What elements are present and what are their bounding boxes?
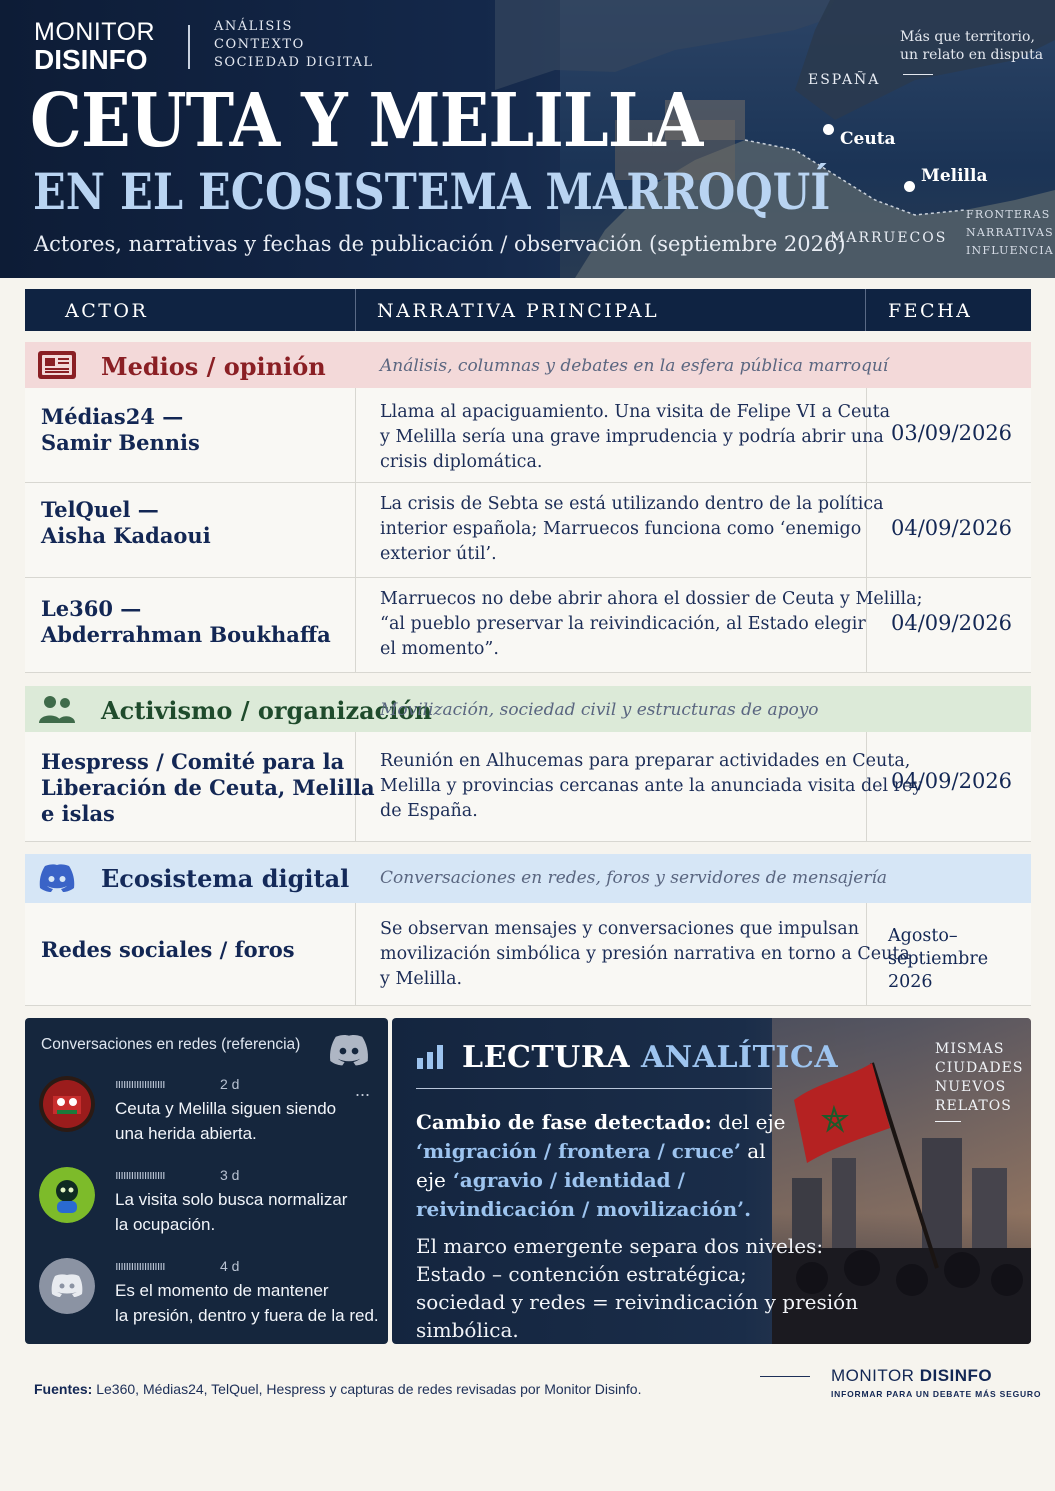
analysis-tag: MISMAS [935, 1041, 1005, 1057]
frame-line: sociedad y redes = reivindicación y presión simbólica. [416, 1290, 859, 1342]
narrative-line: de España. [380, 801, 478, 821]
actor-cell [41, 497, 211, 549]
username: ııııııııııııııııııı [115, 1076, 165, 1091]
side-tag: FRONTERAS [966, 208, 1051, 221]
brand-tag: CONTEXTO [214, 37, 305, 52]
header-banner [0, 0, 1055, 278]
category-name: Activismo / organización [101, 696, 432, 725]
narrative-cell [380, 917, 910, 992]
side-tag: NARRATIVAS [966, 226, 1054, 239]
date-cell: 04/09/2026 [891, 769, 1013, 793]
analysis-tag: CIUDADES [935, 1060, 1024, 1076]
actor-name: Aisha Kadaoui [41, 523, 211, 548]
brand-line1: MONITOR [34, 18, 156, 46]
narrative-line: interior española; Marruecos funciona como ‘enemigo [380, 519, 862, 539]
table-row [25, 578, 1031, 673]
category-description: Conversaciones en redes, foros y servidores de mensajería [380, 868, 888, 888]
actor-name: Le360 — [41, 596, 142, 621]
username: ııııııııııııııııııı [115, 1167, 165, 1182]
brand-line2: DISINFO [34, 44, 148, 75]
actor-name: Liberación de Ceuta, Melilla [41, 775, 375, 800]
finding-highlight: ‘agravio / identidad / reivindicación / movilización’. [416, 1168, 752, 1221]
message-age: 2 d [220, 1076, 240, 1092]
page-subtitle: Actores, narrativas y fechas de publicación / observación (septiembre 2026) [34, 232, 846, 256]
finding-highlight: ‘migración / frontera / cruce’ [416, 1139, 741, 1163]
username: ııııııııııııııııııı [115, 1258, 165, 1273]
conversations-panel [25, 1018, 388, 1344]
table-row [25, 732, 1031, 842]
col-divider [865, 289, 866, 331]
brand-tags [214, 18, 374, 72]
date-cell: 03/09/2026 [891, 421, 1013, 445]
footer-logo-name [831, 1366, 1041, 1386]
brand-tag: SOCIEDAD DIGITAL [214, 55, 374, 70]
category-digital [25, 854, 1031, 903]
footer-rule [760, 1376, 810, 1377]
actor-cell [41, 596, 331, 648]
people-icon [37, 693, 77, 725]
narrative-cell [380, 749, 922, 824]
finding-label: Cambio de fase detectado: [416, 1110, 712, 1134]
brand-divider [188, 25, 190, 69]
date-cell: 04/09/2026 [891, 516, 1013, 540]
ceuta-marker [823, 124, 834, 135]
category-description: Análisis, columnas y debates en la esfera pública marroquí [380, 356, 889, 376]
narrative-line: movilización simbólica y presión narrativa en torno a Ceuta [380, 944, 910, 964]
table-row [25, 483, 1031, 578]
narrative-cell [380, 492, 884, 567]
tags-rule [935, 1121, 961, 1122]
actor-name: Médias24 — [41, 404, 184, 429]
actor-name: TelQuel — [41, 497, 159, 522]
actor-name: Hespress / Comité para la [41, 749, 345, 774]
date-cell [888, 925, 1031, 994]
header-tagline [900, 28, 1043, 64]
analysis-tag: RELATOS [935, 1098, 1012, 1114]
narrative-line: crisis diplomática. [380, 452, 543, 472]
analysis-heading [462, 1040, 838, 1075]
col-header-date: FECHA [888, 300, 973, 322]
heading-rule [416, 1088, 772, 1089]
actor-name: e islas [41, 801, 115, 826]
date-line: septiembre 2026 [888, 949, 989, 992]
finding-text: del eje [711, 1110, 786, 1134]
message-line: Ceuta y Melilla siguen siendo [115, 1099, 337, 1118]
tagline-line: un relato en disputa [900, 47, 1044, 63]
brand-logo [34, 20, 155, 74]
category-activism [25, 686, 1031, 732]
col-divider [355, 903, 356, 1005]
page-title: CEUTA Y MELILLA [30, 78, 703, 164]
sources-text: Le360, Médias24, TelQuel, Hespress y capturas de redes revisadas por Monitor Disinfo. [92, 1381, 642, 1397]
finding-text: al eje [416, 1139, 766, 1192]
analysis-heading-word: ANALÍTICA [640, 1040, 839, 1075]
narrative-cell [380, 400, 890, 475]
footer-logo-tagline: INFORMAR PARA UN DEBATE MÁS SEGURO [831, 1389, 1042, 1399]
tagline-rule [903, 74, 933, 75]
tagline-line: Más que territorio, [900, 29, 1035, 45]
category-name: Ecosistema digital [101, 864, 350, 893]
avatar[interactable] [39, 1167, 95, 1223]
side-tag: INFLUENCIA [966, 244, 1054, 257]
col-divider [355, 578, 356, 672]
newspaper-icon [37, 349, 77, 381]
map-label-spain: ESPAÑA [808, 72, 881, 88]
category-description: Movilización, sociedad civil y estructuras de apoyo [380, 700, 819, 720]
map-label-melilla: Melilla [921, 166, 988, 186]
table-row [25, 388, 1031, 483]
actor-name: Samir Bennis [41, 430, 200, 455]
message-line: la presión, dentro y fuera de la red. [115, 1306, 379, 1325]
discord-icon [327, 1032, 371, 1068]
brand-tag: ANÁLISIS [214, 19, 293, 34]
narrative-line: Reunión en Alhucemas para preparar actividades en Ceuta, [380, 751, 911, 771]
analysis-finding [416, 1108, 796, 1224]
bar-chart-icon [416, 1044, 446, 1070]
analysis-heading-word: LECTURA [462, 1040, 631, 1075]
col-header-actor: ACTOR [65, 300, 149, 322]
table-row [25, 903, 1031, 1006]
avatar[interactable] [39, 1258, 95, 1314]
narrative-line: y Melilla. [380, 969, 463, 989]
col-divider [355, 289, 356, 331]
frame-line: Estado – contención estratégica; [416, 1262, 747, 1286]
narrative-line: Melilla y provincias cercanas ante la anunciada visita del rey [380, 776, 923, 796]
message-line: una herida abierta. [115, 1124, 257, 1143]
page-title-secondary: EN EL ECOSISTEMA MARROQUÍ [33, 162, 831, 221]
message-text [115, 1187, 385, 1237]
message-text [115, 1278, 385, 1328]
avatar[interactable] [39, 1076, 95, 1132]
narrative-cell [380, 587, 922, 662]
narrative-line: exterior útil’. [380, 544, 497, 564]
footer-sources [34, 1381, 641, 1397]
col-divider [355, 483, 356, 577]
analysis-tags [935, 1040, 1023, 1116]
date-line: Agosto– [888, 926, 958, 946]
sources-label: Fuentes: [34, 1381, 93, 1397]
header-side-tags [966, 206, 1054, 260]
actor-name: Abderrahman Boukhaffa [41, 622, 331, 647]
discord-icon [37, 862, 77, 894]
footer-logo-part: MONITOR [831, 1366, 920, 1385]
category-media [25, 342, 1031, 388]
message-line: La visita solo busca normalizar [115, 1190, 348, 1209]
narrative-line: Llama al apaciguamiento. Una visita de Felipe VI a Ceuta [380, 402, 891, 422]
message-text [115, 1096, 385, 1146]
analysis-frame [416, 1232, 906, 1344]
melilla-marker [904, 181, 915, 192]
footer-logo-part: DISINFO [919, 1366, 993, 1385]
analysis-panel [392, 1018, 1031, 1344]
message-age: 3 d [220, 1167, 240, 1183]
actor-cell [41, 749, 375, 827]
narrative-line: Se observan mensajes y conversaciones que impulsan [380, 919, 859, 939]
category-name: Medios / opinión [101, 352, 326, 381]
analysis-tag: NUEVOS [935, 1079, 1007, 1095]
narrative-line: “al pueblo preservar la reivindicación, al Estado elegir [380, 614, 866, 634]
table-header [25, 289, 1031, 331]
message-age: 4 d [220, 1258, 240, 1274]
date-cell: 04/09/2026 [891, 611, 1013, 635]
narrative-line: el momento”. [380, 639, 499, 659]
footer-logo [831, 1366, 1041, 1399]
conversations-title: Conversaciones en redes (referencia) [41, 1036, 301, 1053]
narrative-line: y Melilla sería una grave imprudencia y podría abrir una [380, 427, 884, 447]
actor-cell [41, 404, 200, 456]
narrative-line: Marruecos no debe abrir ahora el dossier de Ceuta y Melilla; [380, 589, 923, 609]
col-divider [355, 388, 356, 482]
more-options-icon[interactable]: ... [355, 1080, 371, 1100]
message-line: la ocupación. [115, 1215, 216, 1234]
map-label-ceuta: Ceuta [840, 129, 896, 149]
message-line: Es el momento de mantener [115, 1281, 329, 1300]
narrative-line: La crisis de Sebta se está utilizando dentro de la política [380, 494, 884, 514]
actor-name: Redes sociales / foros [41, 937, 295, 962]
frame-line: El marco emergente separa dos niveles: [416, 1234, 824, 1258]
map-label-morocco: MARRUECOS [830, 230, 948, 246]
col-header-narrative: NARRATIVA PRINCIPAL [377, 300, 660, 322]
